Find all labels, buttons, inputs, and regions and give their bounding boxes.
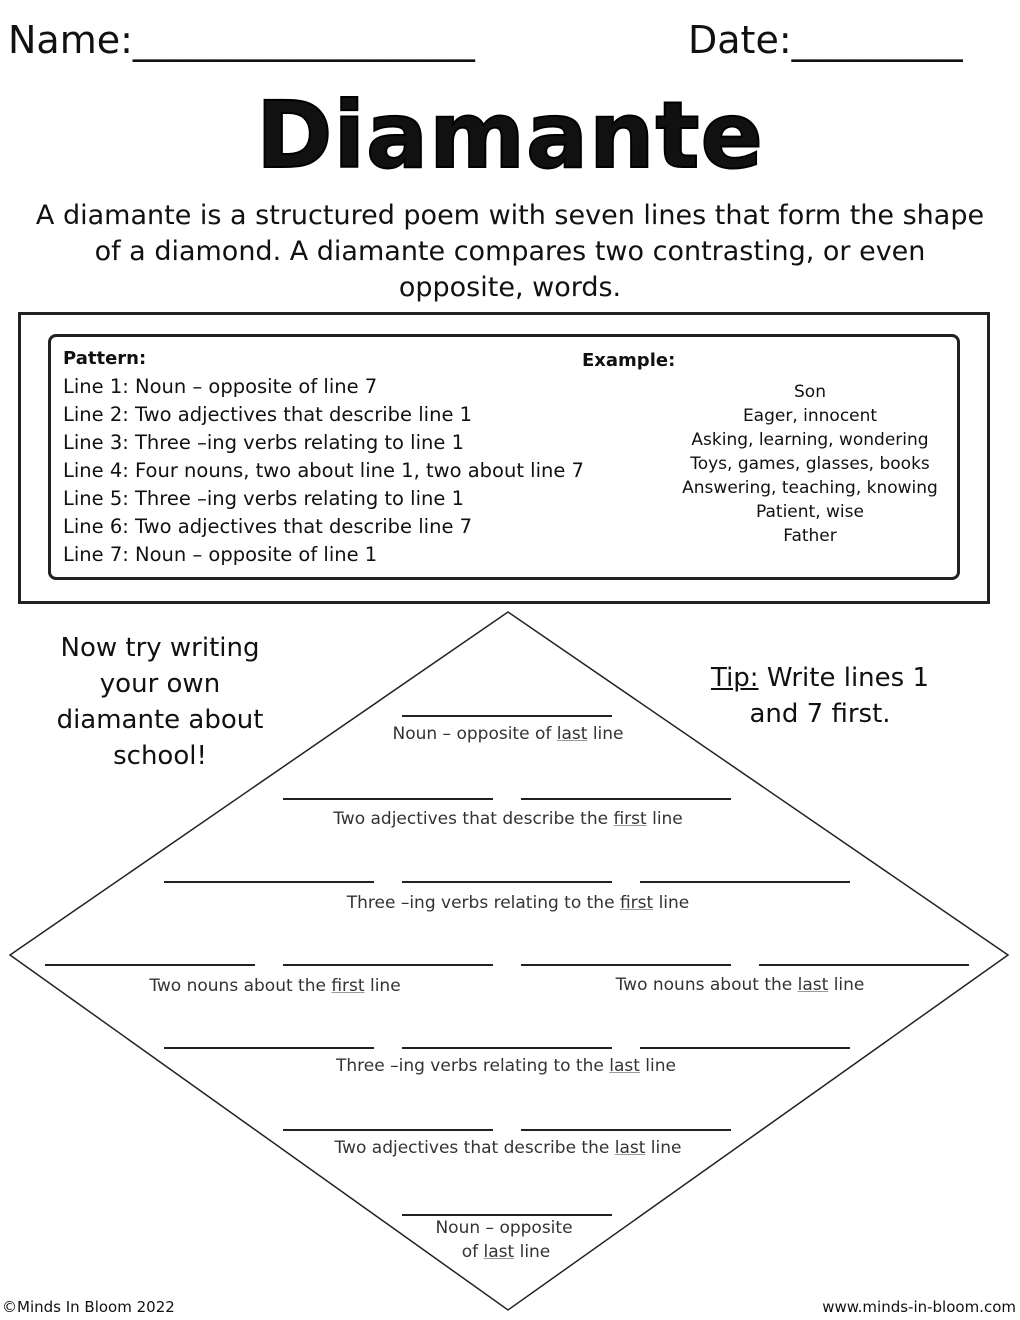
blank-line-1[interactable] [402, 715, 612, 717]
prompt-line: school! [113, 741, 207, 771]
blank-line-4d[interactable] [759, 964, 969, 966]
blank-line-4a[interactable] [45, 964, 255, 966]
pattern-line: Line 2: Two adjectives that describe line 1 [63, 403, 473, 426]
blank-line-7[interactable] [402, 1214, 612, 1216]
blank-line-3a[interactable] [164, 881, 374, 883]
blank-line-2b[interactable] [521, 798, 731, 800]
tip-text [690, 660, 950, 732]
example-line: Patient, wise [756, 502, 864, 522]
blank-line-5a[interactable] [164, 1047, 374, 1049]
pattern-line: Line 5: Three –ing verbs relating to line 1 [63, 487, 464, 510]
label-line-3: Three –ing verbs relating to the first line [346, 893, 690, 913]
prompt-text [30, 630, 290, 774]
blank-line-2a[interactable] [283, 798, 493, 800]
website-link[interactable]: www.minds-in-bloom.com [822, 1298, 1016, 1316]
example-heading: Example: [582, 350, 676, 371]
label-line-5: Three –ing verbs relating to the last line [336, 1056, 676, 1076]
copyright: ©Minds In Bloom 2022 [2, 1298, 175, 1316]
tip-line: and 7 first. [749, 699, 891, 729]
prompt-line: Now try writing [60, 633, 260, 663]
label-line-4-first: Two nouns about the first line [149, 976, 401, 996]
label-line-6: Two adjectives that describe the last line [334, 1138, 682, 1158]
label-line-1: Noun – opposite of last line [392, 724, 624, 744]
tip-line: Write lines 1 [758, 663, 930, 693]
blank-line-6b[interactable] [521, 1129, 731, 1131]
label-line-7a: Noun – opposite [435, 1218, 573, 1238]
blank-line-4b[interactable] [283, 964, 493, 966]
pattern-line: Line 7: Noun – opposite of line 1 [63, 543, 378, 566]
page-title: Diamante [256, 82, 764, 189]
example-line: Asking, learning, wondering [691, 430, 929, 450]
blank-line-3b[interactable] [402, 881, 612, 883]
prompt-line: your own [99, 669, 221, 699]
pattern-line: Line 3: Three –ing verbs relating to line 1 [63, 431, 464, 454]
example-line: Answering, teaching, knowing [682, 478, 938, 498]
example-line: Father [783, 526, 837, 546]
pattern-line: Line 1: Noun – opposite of line 7 [63, 375, 378, 398]
example-line: Son [794, 382, 826, 402]
pattern-heading: Pattern: [63, 348, 147, 369]
blank-line-3c[interactable] [640, 881, 850, 883]
label-line-7b: of last line [461, 1242, 551, 1262]
prompt-line: diamante about [56, 705, 264, 735]
example-line: Eager, innocent [742, 406, 878, 426]
pattern-line: Line 4: Four nouns, two about line 1, two about line 7 [63, 459, 584, 482]
tip-label: Tip: [710, 663, 759, 693]
intro-text: A diamante is a structured poem with seven lines that form the shape of a diamond. A diamante compares two contrasting, or even opposite, words. [35, 200, 985, 303]
blank-line-5c[interactable] [640, 1047, 850, 1049]
blank-line-6a[interactable] [283, 1129, 493, 1131]
blank-line-5b[interactable] [402, 1047, 612, 1049]
date-field[interactable]: Date:_________ [688, 18, 963, 62]
name-field[interactable]: Name:__________________ [8, 18, 475, 62]
blank-line-4c[interactable] [521, 964, 731, 966]
label-line-4-last: Two nouns about the last line [615, 975, 865, 995]
pattern-line: Line 6: Two adjectives that describe line 7 [63, 515, 473, 538]
example-line: Toys, games, glasses, books [690, 454, 930, 474]
label-line-2: Two adjectives that describe the first line [333, 809, 683, 829]
